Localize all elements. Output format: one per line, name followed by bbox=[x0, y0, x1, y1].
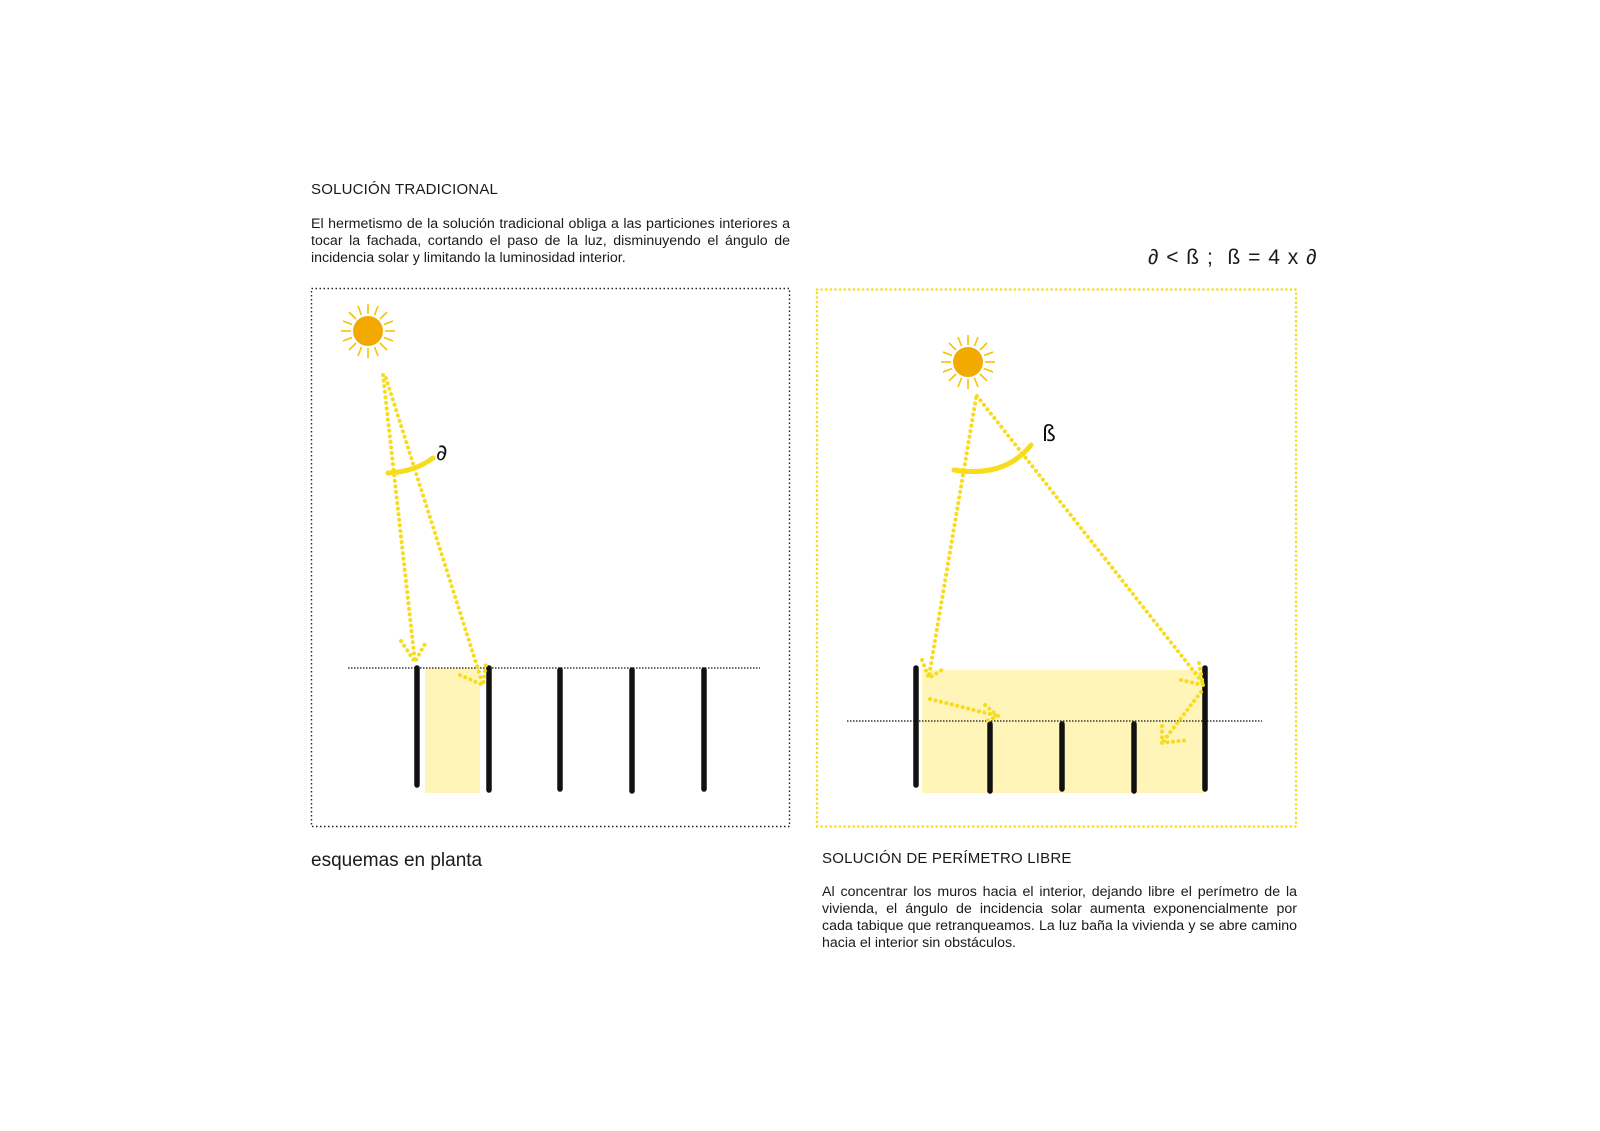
traditional-frame bbox=[312, 289, 790, 827]
light-ray bbox=[383, 375, 415, 662]
angle-label: ∂ bbox=[436, 441, 448, 466]
light-ray bbox=[977, 396, 1203, 683]
light-area bbox=[425, 668, 480, 793]
free-perimeter-diagram bbox=[817, 290, 1296, 827]
traditional-title: SOLUCIÓN TRADICIONAL bbox=[311, 181, 499, 198]
free-perimeter-description: Al concentrar los muros hacia el interior, dejando libre el perímetro de la vivienda, el ángulo de incidencia solar aumenta exponencialmente por cada tabique que retranqueamos. La luz baña la vivienda y se abre camino hacia el interior sin obstáculos. bbox=[822, 884, 1297, 951]
sun-icon bbox=[941, 335, 995, 389]
traditional-description: El hermetismo de la solución tradicional obliga a las particiones interiores a tocar la fachada, cortando el paso de la luz, disminuyendo el ángulo de incidencia solar y limitando la luminosidad interior. bbox=[311, 216, 790, 266]
free-perimeter-title: SOLUCIÓN DE PERÍMETRO LIBRE bbox=[822, 850, 1072, 867]
light-rays bbox=[383, 375, 486, 685]
plan-caption: esquemas en planta bbox=[311, 850, 483, 871]
angle-arc bbox=[388, 458, 433, 473]
light-ray bbox=[929, 398, 976, 676]
sun-icon bbox=[341, 304, 395, 358]
angle-label: ß bbox=[1042, 422, 1056, 447]
angle-formula: ∂ < ß ; ß = 4 x ∂ bbox=[1148, 246, 1318, 269]
traditional-diagram bbox=[312, 289, 790, 827]
